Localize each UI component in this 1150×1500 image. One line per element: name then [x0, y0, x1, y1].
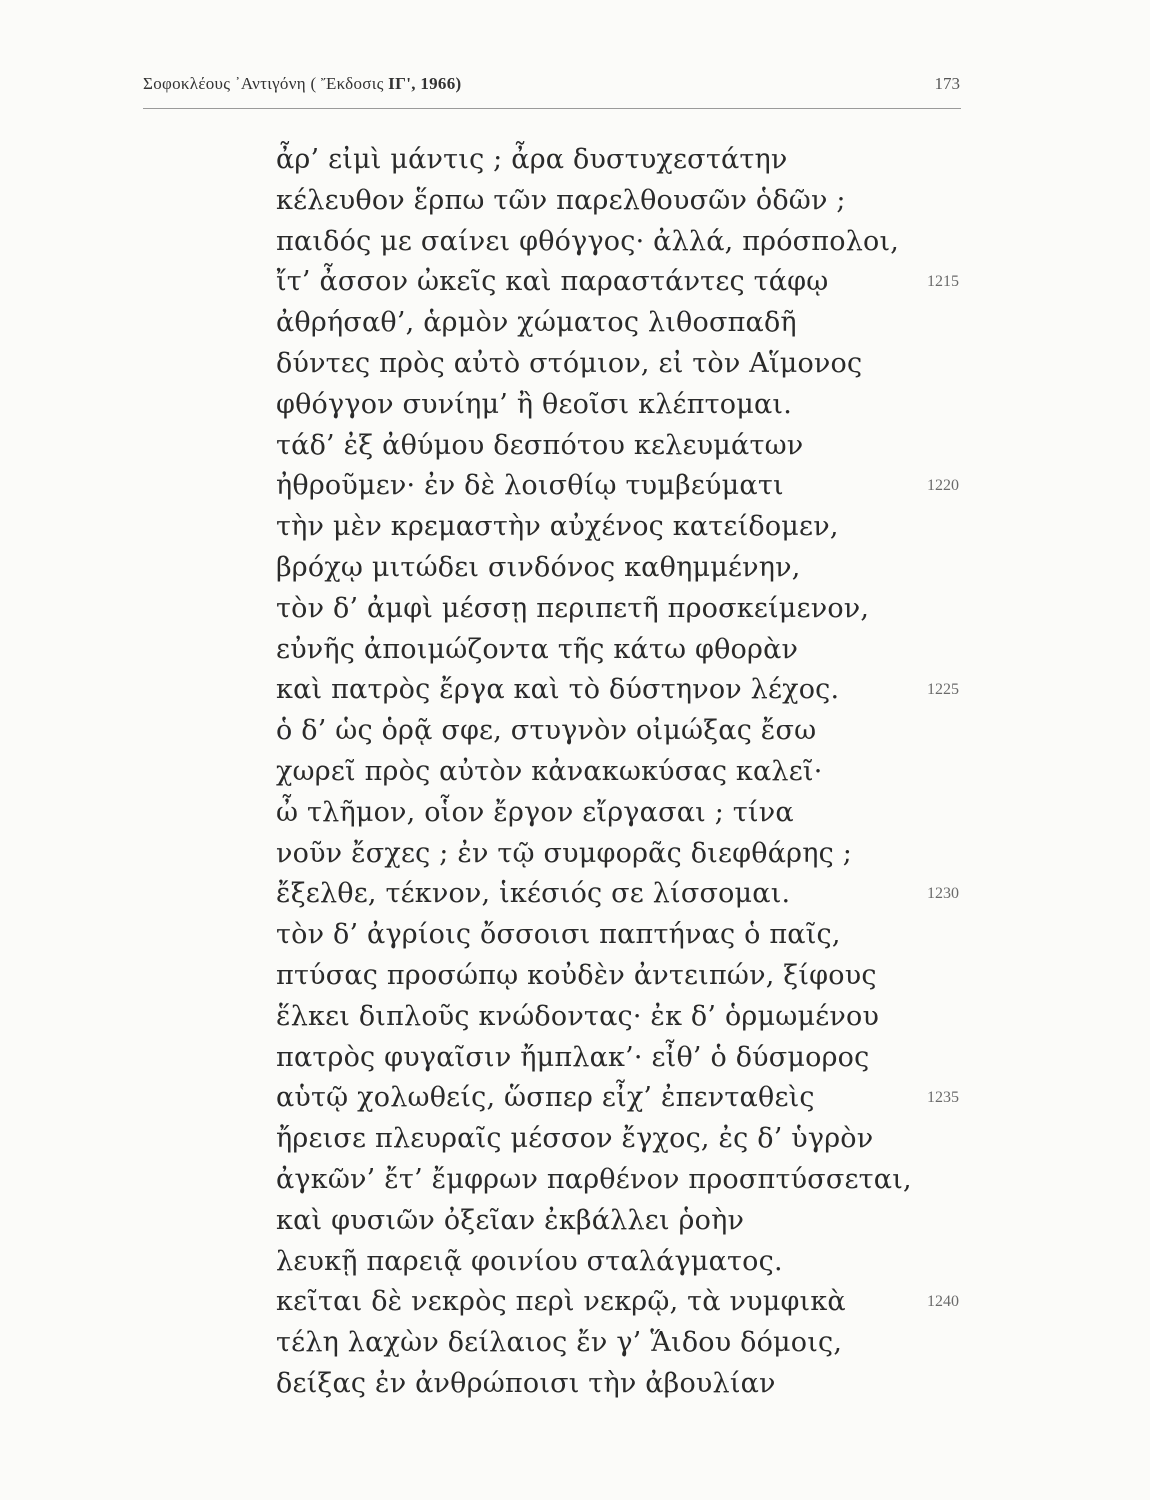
verse-text: τὴν μὲν κρεμαστὴν αὐχένος κατείδομεν,: [276, 511, 839, 543]
line-number: 1240: [927, 1293, 959, 1311]
verse-text: τέλη λαχὼν δείλαιος ἔν γ’ Ἅιδου δόμοις,: [276, 1327, 843, 1359]
verse-line: [0, 589, 1150, 629]
verse-text: δύντες πρὸς αὐτὸ στόμιον, εἰ τὸν Αἵμονος: [276, 348, 863, 379]
verse-text: ὦ τλῆμον, οἷον ἔργον εἴργασαι ; τίνα: [276, 796, 794, 828]
verse-text: δείξας ἐν ἀνθρώποισι τὴν ἀβουλίαν: [276, 1368, 776, 1399]
verse-line: [0, 507, 1150, 547]
verse-text: χωρεῖ πρὸς αὐτὸν κἀνακωκύσας καλεῖ·: [276, 756, 823, 787]
verse-line: [0, 1364, 1150, 1404]
verse-line: [0, 548, 1150, 588]
verse-line: [0, 1323, 1150, 1363]
verse-line: [0, 1160, 1150, 1200]
verse-text: πατρὸς φυγαῖσιν ἤμπλακ’· εἶθ’ ὁ δύσμορος: [276, 1041, 870, 1073]
verse-text: παιδός με σαίνει φθόγγος· ἀλλά, πρόσπολοι,: [276, 225, 900, 257]
verse-text: ἠθροῦμεν· ἐν δὲ λοισθίῳ τυμβεύματι: [276, 470, 784, 502]
verse-line: [0, 1282, 1150, 1322]
verse-line: [0, 956, 1150, 996]
verse-line: [0, 874, 1150, 914]
verse-text: τὸν δ’ ἀγρίοις ὄσσοισι παπτήνας ὁ παῖς,: [276, 919, 841, 951]
verse-line: [0, 222, 1150, 262]
header-edition: ΙΓ', 1966): [388, 74, 462, 93]
verse-line: [0, 140, 1150, 180]
verse-text: καὶ φυσιῶν ὀξεῖαν ἐκβάλλει ῥοὴν: [276, 1204, 745, 1236]
verse-text: ὁ δ’ ὡς ὁρᾷ σφε, στυγνὸν οἰμώξας ἔσω: [276, 715, 817, 747]
verse-text: φθόγγον συνίημ’ ἢ θεοῖσι κλέπτομαι.: [276, 388, 792, 420]
verse-line: [0, 385, 1150, 425]
verse-text: πτύσας προσώπῳ κοὐδὲν ἀντειπών, ξίφους: [276, 960, 877, 991]
verse-text: ἀγκῶν’ ἔτ’ ἔμφρων παρθένον προσπτύσσεται,: [276, 1164, 912, 1195]
line-number: 1235: [927, 1089, 959, 1107]
verse-text: τάδ’ ἐξ ἀθύμου δεσπότου κελευμάτων: [276, 429, 804, 461]
verse-text: κέλευθον ἕρπω τῶν παρελθουσῶν ὁδῶν ;: [276, 184, 846, 216]
verse-text: ἆρ’ εἰμὶ μάντις ; ἆρα δυστυχεστάτην: [276, 144, 788, 175]
verse-line: [0, 262, 1150, 302]
verse-text: ἴτ’ ἆσσον ὠκεῖς καὶ παραστάντες τάφῳ: [276, 266, 829, 298]
verse-text: βρόχῳ μιτώδει σινδόνος καθημμένην,: [276, 552, 801, 583]
verse-text: λευκῇ παρειᾷ φοινίου σταλάγματος.: [276, 1245, 783, 1277]
verse-text: νοῦν ἔσχες ; ἐν τῷ συμφορᾶς διεφθάρης ;: [276, 837, 852, 869]
verse-line: [0, 1119, 1150, 1159]
verse-text: αὑτῷ χολωθείς, ὥσπερ εἶχ’ ἐπενταθεὶς: [276, 1082, 815, 1114]
header-title-prefix: Σοφοκλέους ᾿Αντιγόνη ( Ἔκδοσις: [143, 74, 389, 93]
line-number: 1220: [927, 477, 959, 495]
verse-line: [0, 344, 1150, 384]
verse-line: [0, 834, 1150, 874]
line-number: 1225: [927, 681, 959, 699]
verse-text: ἕλκει διπλοῦς κνώδοντας· ἐκ δ’ ὁρμωμένου: [276, 1000, 880, 1032]
verse-line: [0, 466, 1150, 506]
verse-text: ἀθρήσαθ’, ἁρμὸν χώματος λιθοσπαδῆ: [276, 307, 797, 339]
line-number: 1215: [927, 273, 959, 291]
verse-line: [0, 1201, 1150, 1241]
verse-line: [0, 915, 1150, 955]
verse-line: [0, 793, 1150, 833]
verse-line: [0, 1038, 1150, 1078]
verse-text: καὶ πατρὸς ἔργα καὶ τὸ δύστηνον λέχος.: [276, 674, 840, 706]
verse-line: [0, 752, 1150, 792]
verse-line: [0, 426, 1150, 466]
verse-text: ἤρεισε πλευραῖς μέσσον ἔγχος, ἐς δ’ ὑγρὸν: [276, 1123, 874, 1155]
verse-line: [0, 670, 1150, 710]
page-number: 173: [934, 74, 960, 93]
verse-text: ἔξελθε, τέκνον, ἱκέσιός σε λίσσομαι.: [276, 878, 791, 910]
verse-text: κεῖται δὲ νεκρὸς περὶ νεκρῷ, τὰ νυμφικὰ: [276, 1286, 846, 1318]
line-number: 1230: [927, 885, 959, 903]
verse-line: [0, 181, 1150, 221]
verse-text: εὐνῆς ἀποιμώζοντα τῆς κάτω φθορὰν: [276, 633, 799, 665]
verse-line: [0, 1242, 1150, 1282]
verse-line: [0, 1078, 1150, 1118]
verse-text: τὸν δ’ ἀμφὶ μέσσῃ περιπετῆ προσκείμενον,: [276, 592, 870, 624]
verse-line: [0, 997, 1150, 1037]
verse-line: [0, 711, 1150, 751]
verse-line: [0, 303, 1150, 343]
verse-line: [0, 630, 1150, 670]
